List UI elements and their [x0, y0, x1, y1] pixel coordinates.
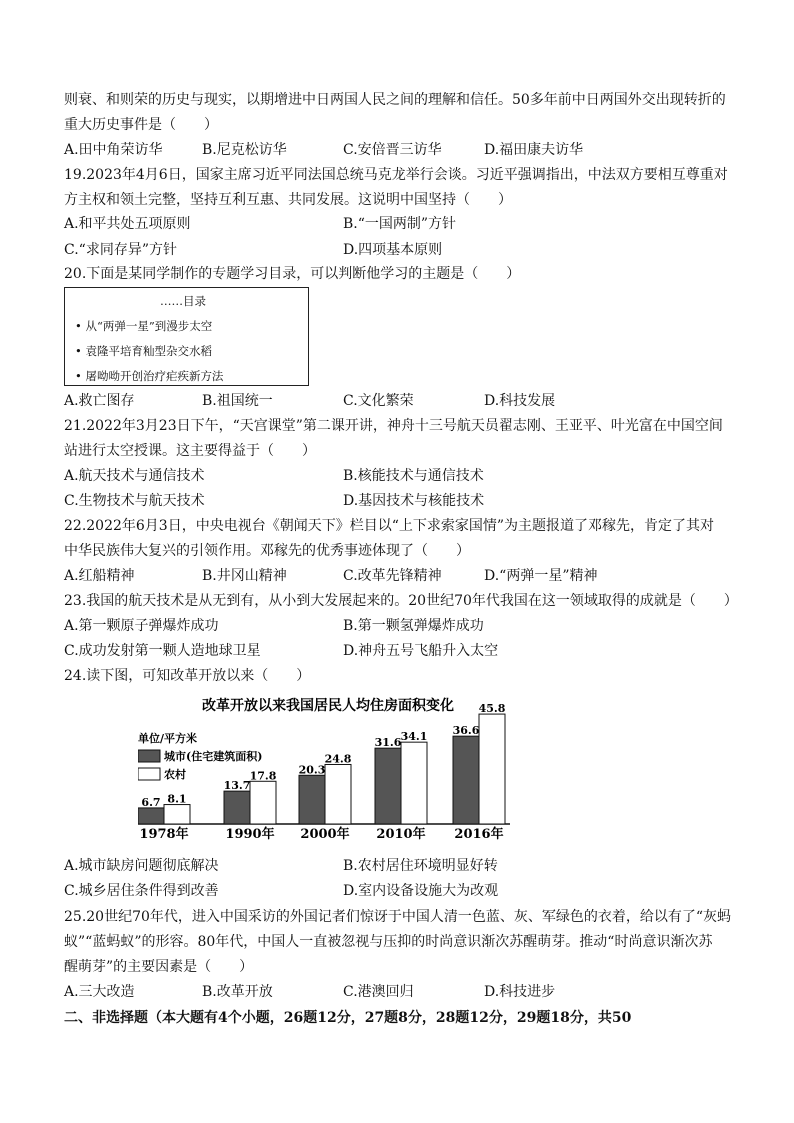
chart-unit-label: 单位/平方米 [138, 732, 198, 745]
bar-rural-4 [479, 714, 505, 824]
bar-city-4 [453, 736, 479, 824]
q18-text-line2: 重大历史事件是（ ） [64, 117, 218, 133]
data-label-rural-3: 34.1 [400, 730, 428, 744]
legend-swatch-city [138, 750, 160, 762]
x-tick-label-2: 2000年 [300, 827, 350, 842]
q22-option-b[interactable]: B.井冈山精神 [202, 568, 287, 584]
data-label-rural-0: 8.1 [167, 792, 187, 806]
toc-item-1: • 从“两弹一星”到漫步太空 [75, 319, 213, 333]
q22-option-c[interactable]: C.改革先锋精神 [343, 568, 442, 584]
q25-option-d[interactable]: D.科技进步 [484, 984, 556, 1000]
q25-option-a[interactable]: A.三大改造 [64, 984, 135, 1000]
q19-text-line2: 方主权和领土完整，坚持互利互惠、共同发展。这说明中国坚持（ ） [64, 192, 512, 208]
q23-option-a[interactable]: A.第一颗原子弹爆炸成功 [64, 618, 219, 634]
q25-text-line2: 蚁”“蓝蚂蚁”的形容。80年代，中国人一直被忽视与压抑的时尚意识渐次苏醒萌芽。推动“时尚意识渐次苏 [64, 934, 713, 950]
data-label-city-2: 20.3 [298, 763, 326, 777]
toc-box [64, 287, 309, 386]
data-label-rural-4: 45.8 [478, 702, 506, 716]
q18-text-line1: 则衰、和则荣的历史与现实，以期增进中日两国人民之间的理解和信任。50多年前中日两国外交出现转折的 [64, 92, 726, 108]
q24-option-a[interactable]: A.城市缺房问题彻底解决 [64, 858, 219, 874]
q25-option-b[interactable]: B.改革开放 [202, 984, 273, 1000]
q18-option-a[interactable]: A.田中角荣访华 [64, 142, 163, 158]
bar-rural-0 [164, 805, 190, 824]
toc-item-2: • 袁隆平培育籼型杂交水稻 [75, 344, 212, 358]
q19-option-d[interactable]: D.四项基本原则 [343, 242, 443, 258]
q21-option-d[interactable]: D.基因技术与核能技术 [343, 493, 485, 509]
bar-city-1 [224, 791, 250, 824]
q18-option-c[interactable]: C.安倍晋三访华 [343, 142, 442, 158]
q22-option-d[interactable]: D.“两弹一星”精神 [484, 568, 598, 584]
data-label-rural-2: 24.8 [324, 752, 352, 766]
x-tick-label-3: 2010年 [376, 827, 426, 842]
q24-text: 24.读下图，可知改革开放以来（ ） [64, 668, 311, 684]
q21-text-line1: 21.2022年3月23日下午，“天宫课堂”第二课开讲，神舟十三号航天员翟志刚、王亚平、叶光富在中国空间 [64, 418, 723, 434]
housing-area-chart [138, 690, 518, 842]
bar-rural-1 [250, 781, 276, 824]
q23-option-c[interactable]: C.成功发射第一颗人造地球卫星 [64, 643, 261, 659]
q21-text-line2: 站进行太空授课。这主要得益于（ ） [64, 443, 316, 459]
q22-option-a[interactable]: A.红船精神 [64, 568, 135, 584]
q21-option-c[interactable]: C.生物技术与航天技术 [64, 493, 205, 509]
data-label-city-1: 13.7 [223, 779, 251, 793]
data-label-city-0: 6.7 [141, 795, 161, 809]
q25-text-line3: 醒萌芽”的主要因素是（ ） [64, 959, 254, 975]
chart-title: 改革开放以来我国居民人均住房面积变化 [202, 698, 454, 714]
q20-option-c[interactable]: C.文化繁荣 [343, 393, 414, 409]
bar-rural-3 [401, 742, 427, 824]
x-tick-label-0: 1978年 [139, 827, 189, 842]
section2-heading: 二、非选择题（本大题有4个小题，26题12分，27题8分，28题12分，29题18分，共50 [64, 1010, 632, 1026]
q20-option-a[interactable]: A.救亡图存 [64, 393, 135, 409]
q24-option-c[interactable]: C.城乡居住条件得到改善 [64, 883, 219, 899]
bar-city-3 [375, 748, 401, 824]
q25-option-c[interactable]: C.港澳回归 [343, 984, 414, 1000]
q21-option-b[interactable]: B.核能技术与通信技术 [343, 468, 484, 484]
q19-option-b[interactable]: B.“一国两制”方针 [343, 216, 457, 232]
x-tick-label-4: 2016年 [454, 827, 504, 842]
q23-option-b[interactable]: B.第一颗氢弹爆炸成功 [343, 618, 484, 634]
bar-rural-2 [325, 764, 351, 824]
q22-text-line2: 中华民族伟大复兴的引领作用。邓稼先的优秀事迹体现了（ ） [64, 543, 470, 559]
q20-text: 20.下面是某同学制作的专题学习目录，可以判断他学习的主题是（ ） [64, 266, 521, 282]
q19-option-c[interactable]: C.“求同存异”方针 [64, 242, 177, 258]
q18-option-b[interactable]: B.尼克松访华 [202, 142, 287, 158]
q25-text-line1: 25.20世纪70年代，进入中国采访的外国记者们惊讶于中国人清一色蓝、灰、军绿色的衣着，给以有了“灰蚂 [64, 909, 732, 925]
data-label-city-3: 31.6 [374, 736, 402, 750]
q20-option-b[interactable]: B.祖国统一 [202, 393, 273, 409]
data-label-city-4: 36.6 [452, 724, 480, 738]
bar-city-0 [138, 808, 164, 824]
bar-city-2 [299, 775, 325, 824]
data-label-rural-1: 17.8 [249, 769, 277, 783]
q23-text: 23.我国的航天技术是从无到有，从小到大发展起来的。20世纪70年代我国在这一领域取得的成就是（ ） [64, 593, 738, 609]
q19-option-a[interactable]: A.和平共处五项原则 [64, 216, 191, 232]
toc-item-3: • 屠呦呦开创治疗疟疾新方法 [75, 369, 224, 383]
q22-text-line1: 22.2022年6月3日，中央电视台《朝闻天下》栏目以“上下求索家国情”为主题报道了邓稼先，肯定了其对 [64, 518, 715, 534]
toc-title: ……目录 [160, 294, 206, 308]
q19-text-line1: 19.2023年4月6日，国家主席习近平同法国总统马克龙举行会谈。习近平强调指出，中法双方要相互尊重对 [64, 167, 728, 183]
q24-option-d[interactable]: D.室内设备设施大为改观 [343, 883, 499, 899]
q23-option-d[interactable]: D.神舟五号飞船升入太空 [343, 643, 499, 659]
q24-option-b[interactable]: B.农村居住环境明显好转 [343, 858, 498, 874]
q18-option-d[interactable]: D.福田康夫访华 [484, 142, 584, 158]
legend-label-city: 城市(住宅建筑面积) [164, 750, 263, 763]
q21-option-a[interactable]: A.航天技术与通信技术 [64, 468, 205, 484]
legend-label-rural: 农村 [164, 768, 186, 781]
x-tick-label-1: 1990年 [225, 827, 275, 842]
q20-option-d[interactable]: D.科技发展 [484, 393, 556, 409]
legend-swatch-rural [138, 768, 160, 780]
